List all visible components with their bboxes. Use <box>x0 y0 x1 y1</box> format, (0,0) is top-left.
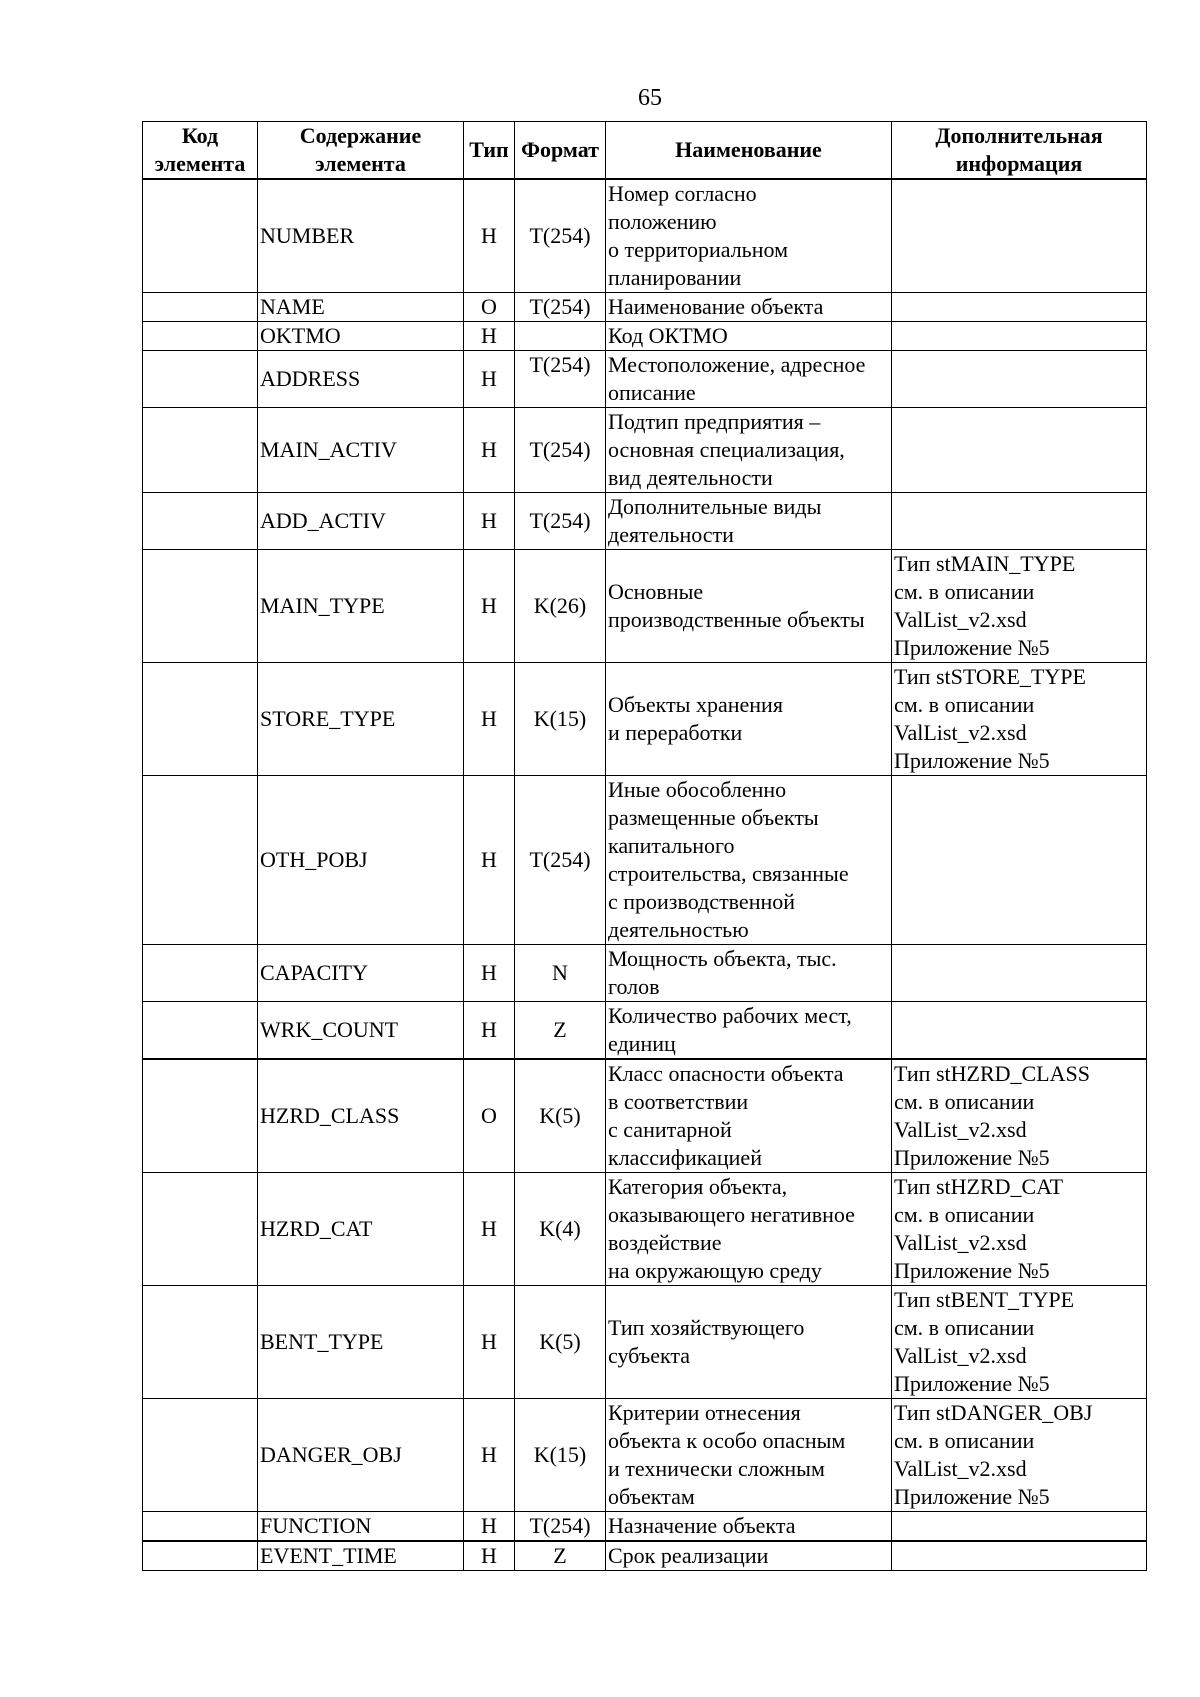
page-number: 65 <box>638 85 662 111</box>
table-row <box>143 179 1147 293</box>
cell-info-line: Тип stHZRD_CAT <box>894 1174 1064 1199</box>
cell-format: T(254) <box>515 293 606 322</box>
cell-type: Н <box>464 1286 515 1399</box>
cell-code <box>143 1173 258 1286</box>
cell-code <box>143 351 258 408</box>
cell-info <box>892 1002 1147 1060</box>
cell-content: FUNCTION <box>258 1512 464 1542</box>
cell-format: N <box>515 945 606 1002</box>
cell-name <box>606 1512 892 1542</box>
cell-name-line: Срок реализации <box>608 1543 769 1568</box>
cell-name <box>606 179 892 293</box>
cell-name-line: субъекта <box>608 1343 691 1368</box>
header-info <box>892 122 1147 180</box>
cell-name <box>606 776 892 945</box>
cell-type: Н <box>464 1173 515 1286</box>
cell-type: Н <box>464 1512 515 1542</box>
cell-code <box>143 322 258 351</box>
cell-name <box>606 663 892 776</box>
header-info-line: информация <box>955 151 1083 176</box>
table-row <box>143 1059 1147 1173</box>
cell-info-line: Тип stDANGER_OBJ <box>894 1400 1093 1425</box>
cell-content: HZRD_CLASS <box>258 1059 464 1173</box>
cell-name-line: о территориальном <box>608 237 788 262</box>
cell-name-line: объекта к особо опасным <box>608 1428 846 1453</box>
cell-info <box>892 408 1147 493</box>
header-name: Наименование <box>606 122 892 180</box>
cell-info <box>892 1173 1147 1286</box>
header-code-line: элемента <box>154 151 246 176</box>
table-row <box>143 408 1147 493</box>
table-header-row <box>143 122 1147 180</box>
cell-type: Н <box>464 1399 515 1512</box>
cell-info <box>892 293 1147 322</box>
cell-name <box>606 351 892 408</box>
cell-info <box>892 1399 1147 1512</box>
cell-name-line: и переработки <box>608 720 743 745</box>
cell-code <box>143 1002 258 1060</box>
cell-type: Н <box>464 179 515 293</box>
header-type: Тип <box>464 122 515 180</box>
table-row <box>143 493 1147 550</box>
cell-info-line: Тип stSTORE_TYPE <box>894 664 1086 689</box>
cell-type: Н <box>464 1541 515 1571</box>
cell-name-line: планировании <box>608 265 742 290</box>
cell-info-line: Приложение №5 <box>894 1258 1050 1283</box>
header-content-line: Содержание <box>299 123 422 148</box>
cell-type: Н <box>464 550 515 663</box>
cell-name-line: классификацией <box>608 1145 762 1170</box>
cell-format: T(254) <box>515 408 606 493</box>
cell-content: ADDRESS <box>258 351 464 408</box>
cell-name <box>606 1286 892 1399</box>
cell-name-line: Наименование объекта <box>608 294 824 319</box>
cell-name <box>606 1173 892 1286</box>
cell-type: Н <box>464 322 515 351</box>
cell-format: K(15) <box>515 1399 606 1512</box>
table-row <box>143 1286 1147 1399</box>
cell-name-line: Дополнительные виды <box>608 494 822 519</box>
cell-name-line: Количество рабочих мест, <box>608 1003 852 1028</box>
cell-name-line: объектам <box>608 1484 695 1509</box>
cell-content: MAIN_ACTIV <box>258 408 464 493</box>
cell-info-line: см. в описании <box>894 1428 1035 1453</box>
table-row <box>143 1002 1147 1060</box>
cell-name-line: описание <box>608 380 696 405</box>
cell-name-line: Критерии отнесения <box>608 1400 801 1425</box>
cell-info-line: Приложение №5 <box>894 1484 1050 1509</box>
cell-type: Н <box>464 1002 515 1060</box>
cell-format: K(15) <box>515 663 606 776</box>
table-row <box>143 776 1147 945</box>
cell-content: HZRD_CAT <box>258 1173 464 1286</box>
cell-name-line: с санитарной <box>608 1117 732 1142</box>
cell-name-line: единиц <box>608 1031 676 1056</box>
cell-info-line: см. в описании <box>894 1089 1035 1114</box>
cell-name <box>606 945 892 1002</box>
cell-type: Н <box>464 776 515 945</box>
table-row <box>143 663 1147 776</box>
cell-name-line: производственные объекты <box>608 607 865 632</box>
table-row <box>143 1512 1147 1542</box>
cell-format: Z <box>515 1002 606 1060</box>
cell-name-line: основная специализация, <box>608 437 845 462</box>
cell-name-line: Основные <box>608 579 704 604</box>
header-content-line: элемента <box>315 151 406 176</box>
cell-format: T(254) <box>515 493 606 550</box>
cell-info-line: см. в описании <box>894 1315 1035 1340</box>
cell-info-line: см. в описании <box>894 579 1035 604</box>
cell-name-line: капитального <box>608 833 735 858</box>
cell-name-line: Объекты хранения <box>608 692 783 717</box>
table-body <box>143 179 1147 1571</box>
cell-name <box>606 493 892 550</box>
cell-format: T(254) <box>515 1512 606 1542</box>
table-row <box>143 550 1147 663</box>
cell-info <box>892 1541 1147 1571</box>
header-format: Формат <box>515 122 606 180</box>
cell-name <box>606 293 892 322</box>
table-row <box>143 1173 1147 1286</box>
cell-info-line: см. в описании <box>894 1202 1035 1227</box>
cell-code <box>143 663 258 776</box>
cell-content: BENT_TYPE <box>258 1286 464 1399</box>
cell-format: K(5) <box>515 1286 606 1399</box>
cell-name-line: на окружающую среду <box>608 1258 822 1283</box>
cell-format: T(254) <box>515 351 606 408</box>
cell-name <box>606 322 892 351</box>
cell-name-line: Назначение объекта <box>608 1513 796 1538</box>
cell-type: Н <box>464 493 515 550</box>
cell-name-line: строительства, связанные <box>608 861 849 886</box>
cell-info <box>892 1059 1147 1173</box>
cell-info-line: ValList_v2.xsd <box>894 720 1027 745</box>
cell-name-line: Класс опасности объекта <box>608 1061 844 1086</box>
cell-code <box>143 550 258 663</box>
cell-info-line: Приложение №5 <box>894 1371 1050 1396</box>
cell-code <box>143 293 258 322</box>
cell-info <box>892 351 1147 408</box>
cell-content: NAME <box>258 293 464 322</box>
cell-info-line: ValList_v2.xsd <box>894 1343 1027 1368</box>
cell-info <box>892 1512 1147 1542</box>
cell-name <box>606 1399 892 1512</box>
cell-name-line: в соответствии <box>608 1089 749 1114</box>
header-content <box>258 122 464 180</box>
cell-code <box>143 945 258 1002</box>
cell-info <box>892 179 1147 293</box>
header-info-line: Дополнительная <box>935 123 1103 148</box>
cell-name-line: Тип хозяйствующего <box>608 1315 805 1340</box>
cell-type: О <box>464 293 515 322</box>
cell-info-line: ValList_v2.xsd <box>894 1456 1027 1481</box>
cell-info <box>892 322 1147 351</box>
cell-code <box>143 179 258 293</box>
cell-info <box>892 550 1147 663</box>
cell-info-line: Тип stHZRD_CLASS <box>894 1061 1090 1086</box>
cell-info-line: см. в описании <box>894 692 1035 717</box>
cell-info <box>892 776 1147 945</box>
cell-info <box>892 493 1147 550</box>
table-row <box>143 322 1147 351</box>
cell-info <box>892 945 1147 1002</box>
cell-name-line: голов <box>608 974 660 999</box>
cell-format: K(26) <box>515 550 606 663</box>
cell-name-line: Подтип предприятия – <box>608 409 821 434</box>
cell-info-line: ValList_v2.xsd <box>894 1117 1027 1142</box>
cell-type: Н <box>464 351 515 408</box>
cell-content: EVENT_TIME <box>258 1541 464 1571</box>
cell-name-line: и технически сложным <box>608 1456 825 1481</box>
cell-name-line: Иные обособленно <box>608 777 787 802</box>
cell-code <box>143 1541 258 1571</box>
cell-format: K(5) <box>515 1059 606 1173</box>
cell-code <box>143 1399 258 1512</box>
cell-info <box>892 663 1147 776</box>
cell-name-line: Мощность объекта, тыс. <box>608 946 837 971</box>
cell-content: NUMBER <box>258 179 464 293</box>
cell-content: ADD_ACTIV <box>258 493 464 550</box>
cell-content: STORE_TYPE <box>258 663 464 776</box>
cell-content: MAIN_TYPE <box>258 550 464 663</box>
table-row <box>143 351 1147 408</box>
cell-info-line: Тип stMAIN_TYPE <box>894 551 1076 576</box>
table-row <box>143 293 1147 322</box>
header-code <box>143 122 258 180</box>
cell-format: K(4) <box>515 1173 606 1286</box>
cell-info-line: ValList_v2.xsd <box>894 1230 1027 1255</box>
cell-name-line: Категория объекта, <box>608 1174 788 1199</box>
cell-format: Z <box>515 1541 606 1571</box>
cell-name <box>606 408 892 493</box>
cell-type: Н <box>464 663 515 776</box>
element-spec-table <box>142 121 1147 1571</box>
cell-name <box>606 1002 892 1060</box>
cell-code <box>143 493 258 550</box>
cell-name <box>606 1059 892 1173</box>
cell-format: T(254) <box>515 776 606 945</box>
header-code-line: Код <box>181 123 219 148</box>
cell-content: OKTMO <box>258 322 464 351</box>
cell-code <box>143 1512 258 1542</box>
table-row <box>143 1541 1147 1571</box>
cell-name-line: положению <box>608 209 717 234</box>
cell-type: Н <box>464 408 515 493</box>
cell-code <box>143 776 258 945</box>
cell-name-line: размещенные объекты <box>608 805 819 830</box>
cell-content: CAPACITY <box>258 945 464 1002</box>
cell-info-line: Приложение №5 <box>894 748 1050 773</box>
cell-format <box>515 322 606 351</box>
table-row <box>143 945 1147 1002</box>
cell-content: DANGER_OBJ <box>258 1399 464 1512</box>
cell-code <box>143 1059 258 1173</box>
cell-type: Н <box>464 945 515 1002</box>
cell-format: T(254) <box>515 179 606 293</box>
cell-name-line: вид деятельности <box>608 465 773 490</box>
cell-name-line: деятельностью <box>608 917 749 942</box>
cell-name <box>606 1541 892 1571</box>
cell-code <box>143 1286 258 1399</box>
cell-info-line: Приложение №5 <box>894 1145 1050 1170</box>
table-row <box>143 1399 1147 1512</box>
cell-name-line: Код ОКТМО <box>608 323 728 348</box>
cell-content: OTH_POBJ <box>258 776 464 945</box>
cell-name <box>606 550 892 663</box>
cell-name-line: с производственной <box>608 889 796 914</box>
cell-info-line: ValList_v2.xsd <box>894 607 1027 632</box>
cell-info-line: Приложение №5 <box>894 635 1050 660</box>
cell-name-line: воздействие <box>608 1230 722 1255</box>
cell-type: О <box>464 1059 515 1173</box>
cell-name-line: Номер согласно <box>608 181 757 206</box>
cell-content: WRK_COUNT <box>258 1002 464 1060</box>
cell-name-line: оказывающего негативное <box>608 1202 855 1227</box>
cell-info <box>892 1286 1147 1399</box>
cell-name-line: деятельности <box>608 522 734 547</box>
cell-code <box>143 408 258 493</box>
cell-info-line: Тип stBENT_TYPE <box>894 1287 1075 1312</box>
cell-name-line: Местоположение, адресное <box>608 352 866 377</box>
